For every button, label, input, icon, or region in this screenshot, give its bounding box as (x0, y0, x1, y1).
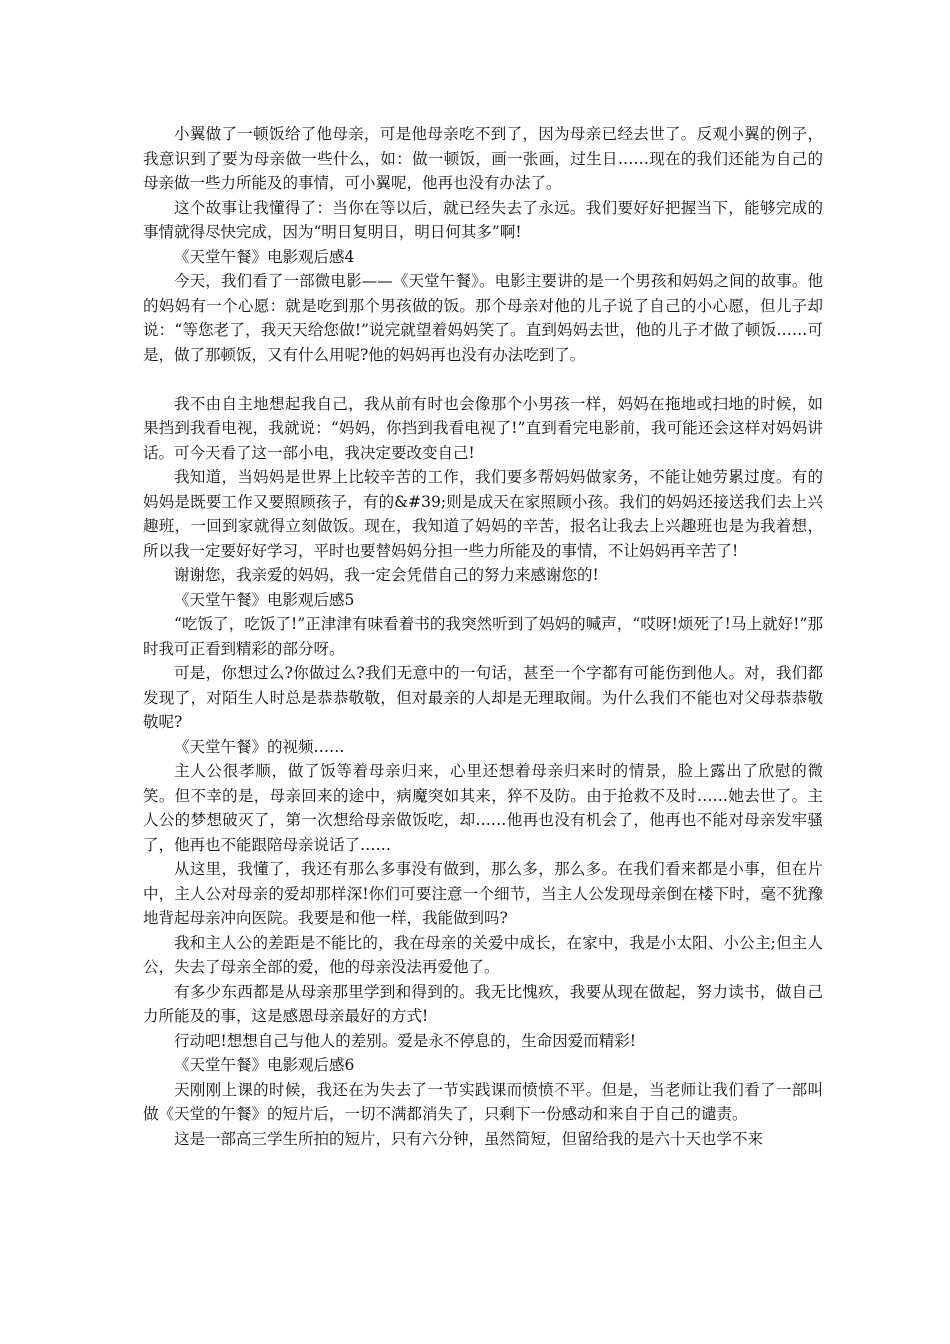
blank-line (143, 367, 823, 392)
paragraph: 我不由自主地想起我自己，我从前有时也会像那个小男孩一样，妈妈在拖地或扫地的时候，如果挡到我看电视，我就说：“妈妈，你挡到我看电视了!”直到看完电影前，我可能还会这样对妈妈讲话。可今天看了这一部小电，我决定要改变自己! (143, 394, 823, 462)
paragraph: 谢谢您，我亲爱的妈妈，我一定会凭借自己的努力来感谢您的! (174, 566, 599, 584)
paragraph: 从这里，我懂了，我还有那么多事没有做到，那么多，那么多。在我们看来都是小事，但在片中，主人公对母亲的爱却那样深!你们可要注意一个细节，当主人公发现母亲倒在楼下时，毫不犹豫地背起母亲冲向医院。我要是和他一样，我能做到吗? (143, 860, 823, 927)
document-body (143, 122, 823, 1151)
section-heading: 《天堂午餐》电影观后感5 (174, 590, 355, 609)
paragraph: 主人公很孝顺，做了饭等着母亲归来，心里还想着母亲归来时的情景，脸上露出了欣慰的微笑。但不幸的是，母亲回来的途中，病魔突如其来，猝不及防。由于抢救不及时……她去世了。主人公的梦想破灭了，第一次想给母亲做饭吃，却……他再也没有机会了，他再也不能对母亲发牢骚了，他再也不能跟陪母亲说话了…… (143, 762, 823, 854)
paragraph: 我知道，当妈妈是世界上比较辛苦的工作，我们要多帮妈妈做家务，不能让她劳累过度。有的妈妈是既要工作又要照顾孩子，有的&#39;则是成天在家照顾小孩。我们的妈妈还接送我们去上兴趣班，一回到家就得立刻做饭。现在，我知道了妈妈的辛苦，报名让我去上兴趣班也是为我着想，所以我一定要好好学习，平时也要替妈妈分担一些力所能及的事情，不让妈妈再辛苦了! (143, 468, 823, 560)
paragraph: “吃饭了，吃饭了!”正津津有味看着书的我突然听到了妈妈的喊声，“哎呀!烦死了!马上就好!”那时我可正看到精彩的部分呀。 (143, 615, 823, 658)
paragraph: 这是一部高三学生所拍的短片，只有六分钟，虽然简短，但留给我的是六十天也学不来 (174, 1129, 764, 1148)
paragraph: 我和主人公的差距是不能比的，我在母亲的关爱中成长，在家中，我是小太阳、小公主;但主人公，失去了母亲全部的爱，他的母亲没法再爱他了。 (143, 933, 823, 976)
paragraph: 有多少东西都是从母亲那里学到和得到的。我无比愧疚，我要从现在做起，努力读书，做自己力所能及的事，这是感恩母亲最好的方式! (143, 982, 823, 1025)
section-heading: 《天堂午餐》电影观后感6 (174, 1056, 355, 1074)
paragraph: 这个故事让我懂得了：当你在等以后，就已经失去了永远。我们要好好把握当下，能够完成的事情就得尽快完成，因为“明日复明日，明日何其多”啊! (143, 198, 823, 241)
paragraph: 今天，我们看了一部微电影——《天堂午餐》。电影主要讲的是一个男孩和妈妈之间的故事。他的妈妈有一个心愿：就是吃到那个男孩做的饭。那个母亲对他的儿子说了自己的小心愿，但儿子却说：“等您老了，我天天给您做!”说完就望着妈妈笑了。直到妈妈去世，他的儿子才做了顿饭……可是，做了那顿饭，又有什么用呢?他的妈妈再也没有办法吃到了。 (143, 272, 823, 364)
section-heading: 《天堂午餐》电影观后感4 (174, 247, 355, 266)
paragraph: 天刚刚上课的时候，我还在为失去了一节实践课而愤愤不平。但是，当老师让我们看了一部叫做《天堂的午餐》的短片后，一切不满都消失了，只剩下一份感动和来自于自己的谴责。 (143, 1080, 823, 1123)
paragraph: 小翼做了一顿饭给了他母亲，可是他母亲吃不到了，因为母亲已经去世了。反观小翼的例子，我意识到了要为母亲做一些什么，如：做一顿饭，画一张画，过生日……现在的我们还能为自己的母亲做一些力所能及的事情，可小翼呢，他再也没有办法了。 (143, 125, 823, 192)
paragraph: 可是，你想过么?你做过么?我们无意中的一句话，甚至一个字都有可能伤到他人。对，我们都发现了，对陌生人时总是恭恭敬敬，但对最亲的人却是无理取闹。为什么我们不能也对父母恭恭敬敬呢? (143, 664, 823, 731)
paragraph: 《天堂午餐》的视频…… (174, 737, 345, 756)
paragraph: 行动吧!想想自己与他人的差别。爱是永不停息的，生命因爱而精彩! (174, 1031, 636, 1050)
